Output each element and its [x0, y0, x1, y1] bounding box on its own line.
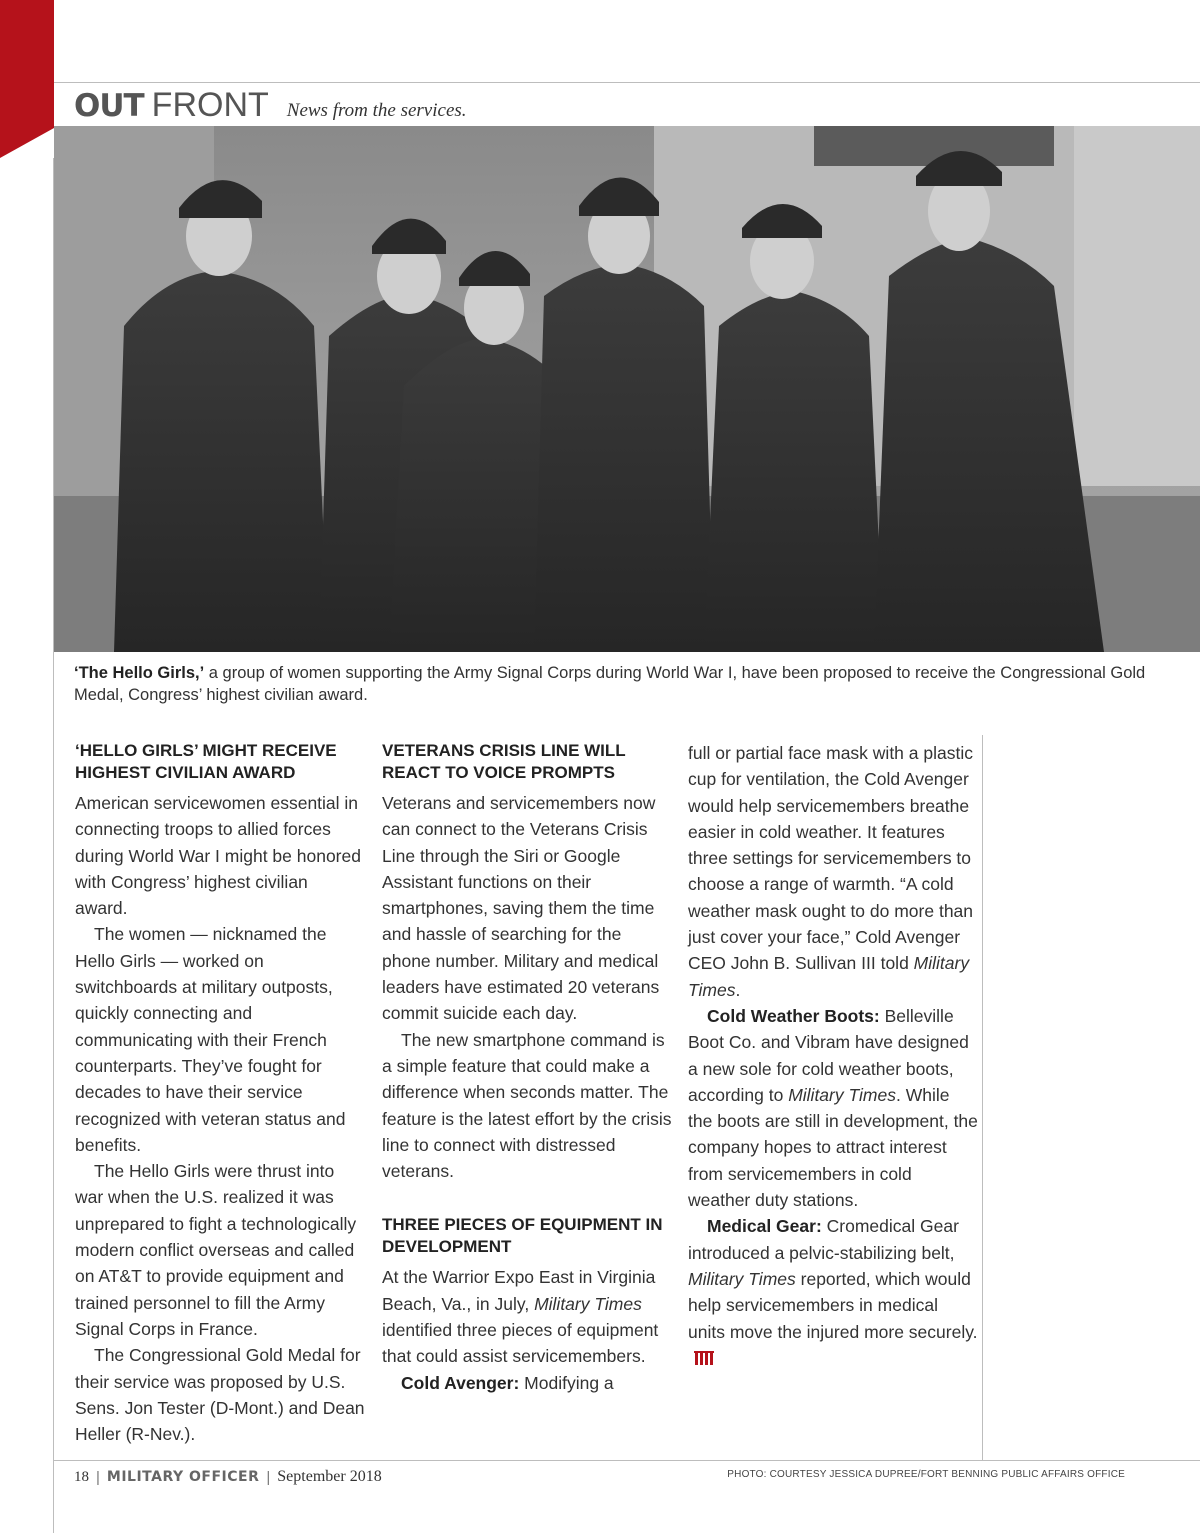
article-hello-girls	[75, 740, 365, 1447]
article-paragraph	[688, 1213, 978, 1371]
article-paragraph: The new smartphone command is a simple feature that could make a difference when seconds matter. The feature is the latest effort by the crisis line to connect with distressed veterans.	[382, 1029, 672, 1182]
publication-name: Military Times	[688, 953, 970, 1000]
item-lead: Cold Avenger:	[401, 1372, 520, 1393]
page-footer	[74, 1466, 382, 1488]
publication-name: Military Times	[788, 1084, 896, 1105]
footer-rule	[54, 1460, 1200, 1461]
publication-name: Military Times	[534, 1293, 642, 1314]
article-paragraph	[688, 740, 978, 1003]
item-lead: Medical Gear:	[707, 1216, 822, 1237]
item-text: Cromedical Gear introduced a pelvic-stabilizing belt,	[688, 1216, 959, 1263]
footer-separator: |	[266, 1468, 271, 1486]
article-paragraph	[382, 1370, 672, 1396]
section-title-light: FRONT	[151, 86, 269, 124]
item-text: .	[735, 979, 741, 1000]
article-equipment-continued	[688, 740, 978, 1371]
article-headline: THREE PIECES OF EQUIPMENT IN DEVELOPMENT	[382, 1215, 663, 1257]
item-text: full or partial face mask with a plastic cup for ventilation, the Cold Avenger would help servicemembers breathe easier in cold weather. It features three settings for servicemembers to choose a range of warmth. “A cold weather mask ought to do more than just cover your face,” Cold Avenger CEO John B. Sullivan III told	[688, 743, 974, 974]
photo-caption	[74, 662, 1164, 706]
item-lead: Cold Weather Boots:	[707, 1005, 880, 1026]
intro-text: At the Warrior Expo East in Virginia Beach, Va., in July,	[382, 1267, 656, 1314]
article-paragraph: The Hello Girls were thrust into war when the U.S. realized it was unprepared to fight a technologically modern conflict overseas and called on AT&T to provide equipment and trained personnel to fill the Army Signal Corps in France.	[75, 1161, 357, 1339]
caption-text: a group of women supporting the Army Signal Corps during World War I, have been proposed to receive the Congressional Gold Medal, Congress’ highest civilian award.	[74, 664, 1146, 704]
photo-credit: PHOTO: COURTESY JESSICA DUPREE/FORT BENNING PUBLIC AFFAIRS OFFICE	[727, 1469, 1125, 1480]
section-header	[74, 86, 467, 126]
article-headline: VETERANS CRISIS LINE WILL REACT TO VOICE PROMPTS	[382, 741, 626, 782]
column-end-rule	[982, 735, 983, 1460]
item-text: Belleville Boot Co. and Vibram have designed a new sole for cold weather boots, according to	[688, 1005, 969, 1105]
page-number: 18	[74, 1468, 89, 1485]
caption-lead: ‘The Hello Girls,’	[74, 664, 205, 682]
article-crisis-line	[382, 740, 672, 1396]
article-paragraph: Veterans and servicemembers now can connect to the Veterans Crisis Line through the Siri or Google Assistant functions on their smartphones, saving them the time and hassle of searching for the phone number. Military and medical leaders have estimated 20 veterans commit suicide each day.	[382, 793, 660, 1024]
magazine-name: MILITARY OFFICER	[106, 1469, 260, 1485]
publication-name: Military Times	[688, 1268, 796, 1289]
issue-date: September 2018	[277, 1468, 382, 1485]
article-headline: ‘HELLO GIRLS’ MIGHT RECEIVE HIGHEST CIVILIAN AWARD	[75, 741, 337, 782]
moaa-end-mark-icon	[694, 1351, 714, 1367]
article-paragraph: American servicewomen essential in connecting troops to allied forces during World War I might be honored with Congress’ highest civilian award.	[75, 793, 361, 919]
article-paragraph: The Congressional Gold Medal for their service was proposed by U.S. Sens. Jon Tester (D-Mont.) and Dean Heller (R-Nev.).	[75, 1345, 365, 1445]
item-text: . While the boots are still in development, the company hopes to attract interest from servicemembers in cold weather duty stations.	[688, 1084, 978, 1211]
item-text: Modifying a	[519, 1372, 614, 1393]
item-text: reported, which would help servicemembers in medical units move the injured more securely.	[688, 1268, 978, 1342]
section-title-bold: OUT	[74, 88, 144, 124]
article-paragraph: The women — nicknamed the Hello Girls — worked on switchboards at military outposts, quickly connecting and communicating with their French counterparts. They’ve fought for decades to have their service recognized with veteran status and benefits.	[75, 924, 346, 1155]
section-corner-tab	[0, 0, 54, 158]
footer-separator: |	[96, 1468, 100, 1486]
article-paragraph	[382, 1264, 672, 1369]
intro-text: identified three pieces of equipment that could assist servicemembers.	[382, 1320, 659, 1367]
top-rule	[54, 82, 1200, 83]
section-tagline: News from the services.	[286, 100, 467, 121]
article-paragraph	[688, 1003, 978, 1213]
hello-girls-photo	[54, 126, 1200, 652]
